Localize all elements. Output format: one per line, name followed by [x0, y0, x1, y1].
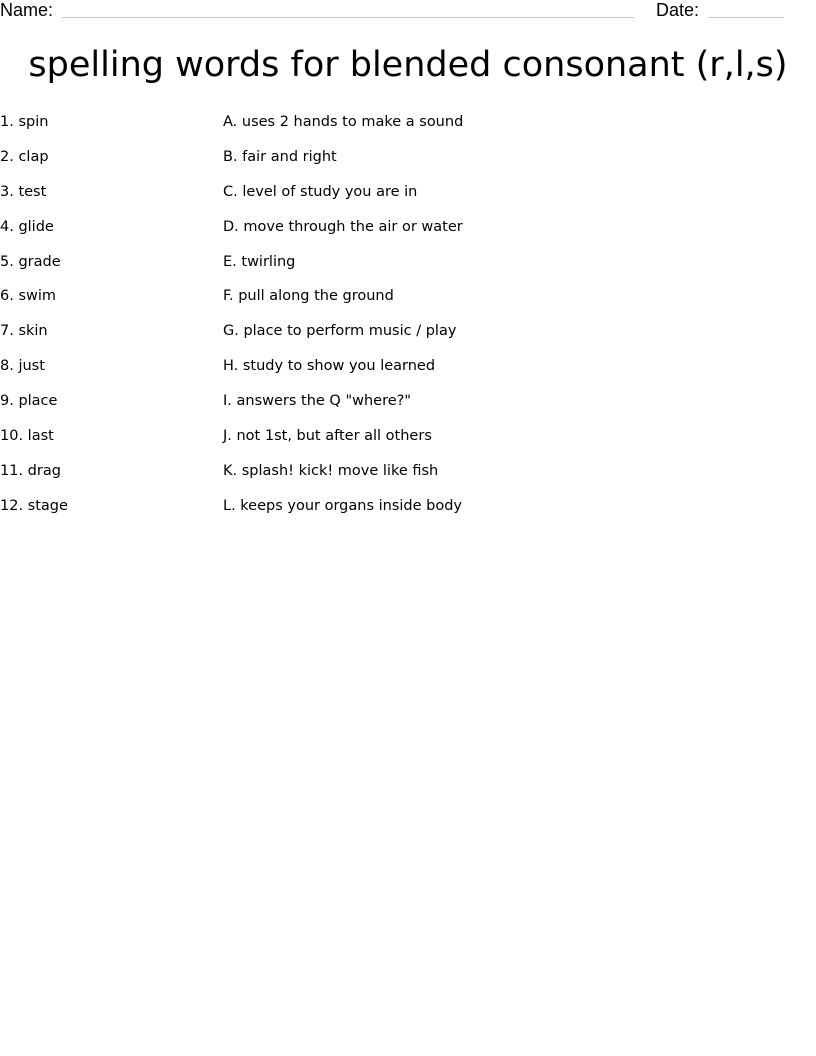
matching-row — [0, 425, 816, 460]
name-label: Name: — [0, 0, 54, 20]
spelling-word: 5. grade — [0, 253, 61, 270]
word-definition: A. uses 2 hands to make a sound — [223, 114, 464, 130]
matching-row — [0, 390, 816, 425]
spelling-word: 7. skin — [0, 323, 48, 340]
spelling-word: 11. drag — [0, 462, 61, 479]
matching-row — [0, 146, 816, 181]
spelling-word: 8. just — [0, 358, 45, 375]
page-title: spelling words for blended consonant (r,l,s) — [28, 45, 788, 85]
matching-row — [0, 355, 816, 390]
matching-row — [0, 216, 816, 251]
spelling-word: 9. place — [0, 393, 58, 410]
word-definition: K. splash! kick! move like fish — [223, 462, 439, 479]
matching-row — [0, 460, 816, 495]
matching-row — [0, 495, 816, 530]
word-definition: D. move through the air or water — [223, 218, 463, 235]
word-definition: E. twirling — [223, 253, 296, 270]
word-definition: L. keeps your organs inside body — [223, 497, 463, 514]
spelling-word: 4. glide — [0, 218, 54, 235]
name-blank-line — [62, 17, 634, 18]
spelling-word: 2. clap — [0, 148, 49, 165]
spelling-word: 12. stage — [0, 497, 68, 514]
date-blank-line — [708, 17, 784, 18]
spelling-word: 6. swim — [0, 288, 57, 305]
word-definition: F. pull along the ground — [223, 288, 394, 305]
spelling-word: 1. spin — [0, 114, 49, 130]
word-definition: C. level of study you are in — [223, 183, 418, 200]
matching-row — [0, 181, 816, 216]
spelling-word: 10. last — [0, 428, 54, 445]
worksheet-header — [0, 0, 816, 24]
word-definition: I. answers the Q "where?" — [223, 393, 412, 410]
matching-row — [0, 111, 816, 146]
word-definition: G. place to perform music / play — [223, 323, 457, 340]
spelling-word: 3. test — [0, 183, 47, 200]
matching-row — [0, 285, 816, 320]
matching-list — [0, 111, 816, 530]
word-definition: B. fair and right — [223, 148, 337, 165]
date-label: Date: — [656, 0, 700, 20]
matching-row — [0, 251, 816, 286]
matching-row — [0, 320, 816, 355]
word-definition: H. study to show you learned — [223, 358, 436, 375]
word-definition: J. not 1st, but after all others — [223, 428, 432, 445]
